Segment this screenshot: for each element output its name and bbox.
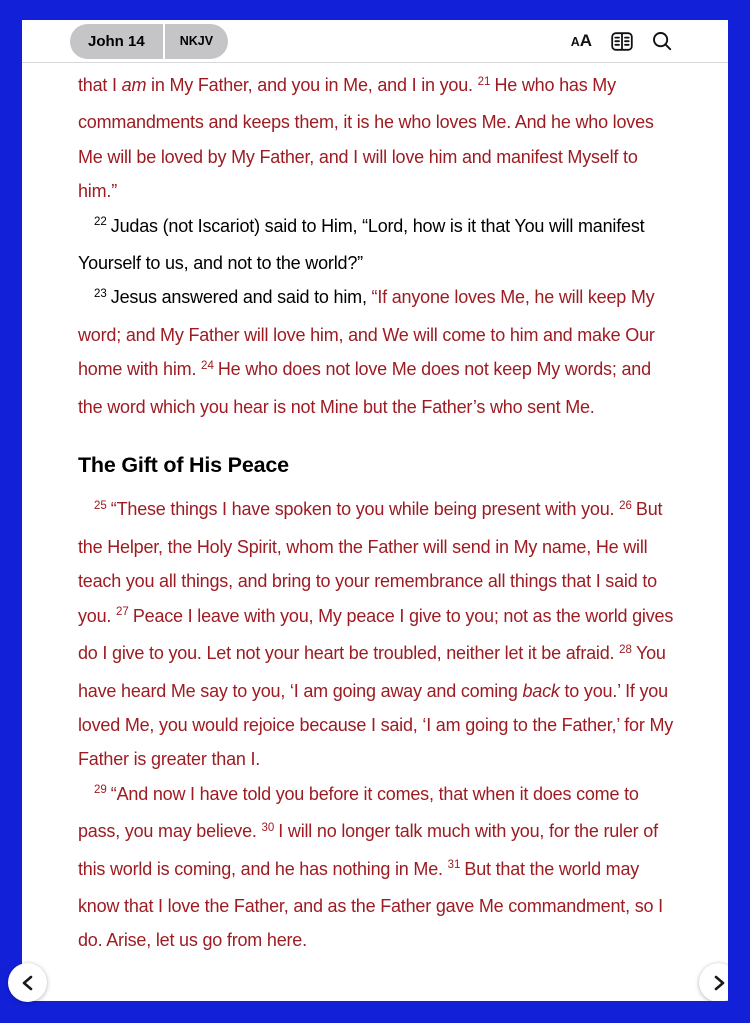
- verse-paragraph: [78, 777, 675, 958]
- next-chapter-button[interactable]: [699, 963, 728, 1001]
- verse-text: He who has My commandments and keeps them, it is he who loves Me. And he who loves Me will be loved by My Father, and I will love him and manifest Myself to him.”: [78, 75, 654, 202]
- verse-text: But that the world may know that I love the Father, and as the Father gave Me commandment, so I do. Arise, let us go from here.: [78, 858, 663, 951]
- verse-paragraph: [78, 280, 675, 424]
- verse-paragraph: [78, 492, 675, 776]
- chevron-right-icon: [712, 975, 726, 991]
- verse-number: 27: [116, 606, 129, 619]
- verse-text: Jesus answered and said to him,: [110, 287, 372, 308]
- verse-paragraph: [78, 68, 675, 209]
- verse-text: in My Father, and you in Me, and I in you.: [146, 75, 478, 95]
- toolbar-actions: [571, 31, 672, 51]
- verse-number: 26: [619, 499, 632, 512]
- verse-text: back: [522, 680, 560, 701]
- book-icon: [611, 32, 633, 51]
- verse-number: 23: [94, 287, 107, 300]
- reading-view-button[interactable]: [611, 32, 633, 51]
- verse-number: 30: [261, 821, 275, 834]
- bible-reader-window: [22, 20, 728, 1001]
- verse-text: “If anyone loves Me, he will keep My word; and My Father will love him, and We will come to him and make Our home with him.: [78, 287, 655, 380]
- verse-number: 29: [94, 784, 107, 797]
- search-icon: [652, 31, 672, 51]
- passage-picker: [70, 24, 228, 59]
- verse-text: to you.’ If you loved Me, you would rejoice because I said, ‘I am going to the Father,’ for My Father is greater than I.: [78, 680, 674, 770]
- verse-number: 25: [94, 499, 107, 512]
- verse-text: He who does not love Me does not keep My words; and the word which you hear is not Mine but the Father’s who sent Me.: [78, 359, 651, 417]
- previous-chapter-button[interactable]: [8, 963, 47, 1002]
- verse-text: But the Helper, the Holy Spirit, whom the Father will send in My name, He will teach you all things, and bring to your remembrance all things that I said to you.: [78, 499, 663, 626]
- verse-text: You have heard Me say to you, ‘I am going away and coming: [78, 643, 666, 701]
- verse-paragraph: [78, 209, 675, 281]
- verse-text: Judas (not Iscariot) said to Him, “Lord, how is it that You will manifest Yourself to us, and not to the world?”: [78, 215, 645, 274]
- verse-text: that I: [78, 75, 122, 95]
- scripture-text: [22, 63, 728, 958]
- verse-number: 28: [619, 643, 632, 656]
- verse-number: 21: [477, 75, 491, 88]
- verse-text: “These things I have spoken to you while being present with you.: [110, 499, 620, 520]
- translation-button[interactable]: NKJV: [165, 24, 228, 59]
- verse-text: am: [121, 75, 147, 95]
- chevron-left-icon: [21, 975, 35, 991]
- verse-text: Peace I leave with you, My peace I give to you; not as the world gives do I give to you. Let not your heart be troubled, neither let it be afraid.: [78, 605, 674, 664]
- verse-text: “And now I have told you before it comes, that when it does come to pass, you may believe.: [78, 783, 639, 842]
- verse-number: 31: [447, 859, 461, 872]
- reader-toolbar: [22, 20, 728, 63]
- search-button[interactable]: [652, 31, 672, 51]
- verse-text: I will no longer talk much with you, for the ruler of this world is coming, and he has nothing in Me.: [78, 821, 658, 879]
- verse-number: 24: [201, 359, 214, 372]
- text-size-icon: A A: [570, 31, 592, 50]
- verse-number: 22: [94, 216, 107, 229]
- section-heading: The Gift of His Peace: [78, 453, 289, 478]
- book-chapter-button[interactable]: John 14: [70, 24, 163, 59]
- text-size-button[interactable]: [571, 31, 592, 51]
